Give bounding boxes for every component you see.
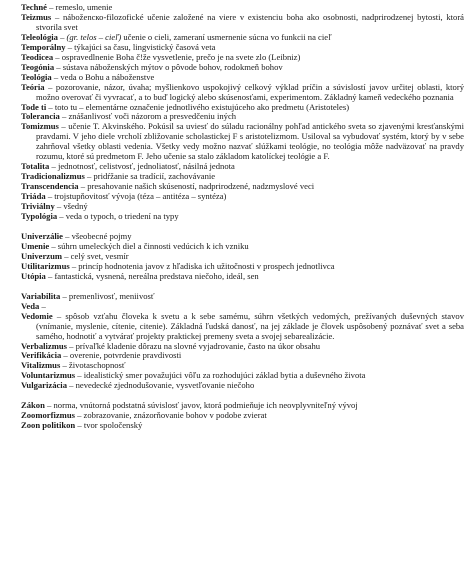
entry-term: Umenie <box>21 240 50 251</box>
glossary-section-t <box>21 3 464 222</box>
entry-definition: – fantastická, vysnená, nereálna predstava niečoho, ideál, sen <box>45 270 259 281</box>
entry-term: Teória <box>21 81 45 92</box>
entry-term: Zoomorfizmus <box>21 410 75 421</box>
entry-definition: – nevedecké zjednodušovanie, vysvetľovanie niečoho <box>67 380 255 391</box>
glossary-section-v <box>21 292 464 392</box>
entry-term: Teizmus <box>21 11 52 22</box>
entry-term: Vedomie <box>21 310 53 321</box>
entry-definition: – náboženско-filozofické učenie založené na viere v existenciu boha ako osobnosti, nadprirodzenej bytosti, ktorá stvorila svet <box>36 11 464 32</box>
entry-definition: – prívaľké kladenie dôrazu na slovné vyjadrovanie, často na úkor obsahu <box>67 340 321 351</box>
glossary-entry <box>21 212 464 222</box>
entry-term: Voluntarizmus <box>21 370 76 381</box>
glossary-entry <box>21 421 464 431</box>
entry-term: Tode ti <box>21 101 47 112</box>
entry-term: Variabilita <box>21 290 61 301</box>
entry-term: Utópia <box>21 270 46 281</box>
entry-term: Tolerancia <box>21 111 60 122</box>
glossary-entry <box>21 312 464 342</box>
entry-definition: – trojstupňovitosť vývoja (téza – antitéza – syntéza) <box>45 191 227 202</box>
entry-term: Vitalizmus <box>21 360 61 371</box>
entry-term: Univerzum <box>21 250 63 261</box>
entry-term: Typológia <box>21 211 58 222</box>
entry-definition: – životaschopnosť <box>60 360 126 371</box>
entry-definition: – veda o typoch, o triedení na typy <box>57 211 179 222</box>
entry-definition: – jednotnosť, celistvosť, jednoliatosť, násilná jednota <box>49 161 235 172</box>
entry-definition: – overenie, potvrdenie pravdivosti <box>61 350 182 361</box>
entry-term: Teológia <box>21 71 52 82</box>
entry-term: Temporálny <box>21 41 66 52</box>
entry-term: Veda <box>21 300 40 311</box>
entry-term: Zoon politikon <box>21 420 76 431</box>
glossary-entry <box>21 122 464 162</box>
entry-definition: – spôsob vzťahu človeka k svetu a k sebe samému, súhrn všetkých vedomých, prežívaných duševných stavov (vnímanie, myslenie, cítenie, citenie). Základná ľudská danosť, na jej základe je človek uspôsobený poznávať svet a seba samého, hodnotiť a vytvárať projekty praktickej premeny sveta a svojej sebarealizácie. <box>36 310 464 341</box>
entry-definition: – zobrazovanie, znázorňovanie bohov v podobe zvierat <box>74 410 267 421</box>
entry-definition: – premenlivosť, meniivosť <box>60 290 155 301</box>
entry-definition: – pozorovanie, názor, úvaha; myšlienkovo uspokojivý celkový výklad príčin a súvislostí javov určitej oblasti, ktorý možno overovať či vyvracať, a to buď logický alebo skúsenosťami, experimentom. Základný kameň vedeckého poznania <box>36 81 464 102</box>
entry-definition: – pridŕžanie sa tradícií, zachovávanie <box>84 171 216 182</box>
entry-term: Vulgarizácia <box>21 380 67 391</box>
entry-term: Teogónia <box>21 61 55 72</box>
entry-term: Utilitarizmus <box>21 260 70 271</box>
entry-term: Transcendencia <box>21 181 79 192</box>
entry-definition: – všedný <box>54 201 88 212</box>
entry-definition: – toto tu – elementárne označenie jednotlivého existujúceho ako predmetu (Aristoteles) <box>46 101 350 112</box>
entry-definition: – idealistický smer považujúci vôľu za rozhodujúci základ bytia a duševného života <box>75 370 366 381</box>
entry-term: Verbalizmus <box>21 340 67 351</box>
entry-definition: – veda o Bohu a náboženstve <box>51 71 155 82</box>
glossary-section-z <box>21 401 464 431</box>
entry-term: Techné <box>21 2 47 12</box>
glossary-entry <box>21 83 464 103</box>
entry-definition: – presahovanie našich skúseností, nadprirodzené, nadzmyslové veci <box>78 181 315 192</box>
entry-definition: – sústava náboženských mýtov o pôvode bohov, rodokmeň bohov <box>54 61 283 72</box>
glossary-entry <box>21 272 464 282</box>
glossary-section-u <box>21 232 464 282</box>
entry-definition: – norma, vnútorná podstatná súvislosť javov, ktorá podmieňuje ich neovplyvniteľný vývoj <box>44 400 358 411</box>
entry-term: Triáda <box>21 191 46 202</box>
entry-definition: – súhrn umeleckých diel a činnosti vedúcich k ich vzniku <box>49 240 249 251</box>
glossary-entry <box>21 381 464 391</box>
entry-definition: – všeobecné pojmy <box>63 230 132 241</box>
entry-term: Teodicea <box>21 51 54 62</box>
entry-term: Univerzálie <box>21 230 63 241</box>
glossary-entry <box>21 292 464 302</box>
entry-term: Teleológia <box>21 31 58 42</box>
entry-definition: – remeslo, umenie <box>46 2 113 12</box>
entry-term: Triviálny <box>21 201 55 212</box>
entry-term: Tomizmus <box>21 121 59 132</box>
entry-definition: – učenie T. Akvinského. Pokúsil sa uviesť do súladu racionálny pohľad antického sveta so zjavenými kresťanskými pravdami. V jeho diele vrcholí zbližovanie scholastickej F s aristotelizmom. Usiloval sa vybudovať systém, ktorý by v sebe zahrňoval všetky oblasti vedenia. Všetky vedy možno nazvať slúžkami teológie, no teológia môže nadväzovať na pravdy rozumu, ktoré sú predmetom F. Jeho učenie sa stalo základom katolíckej teológie a F. <box>36 121 464 162</box>
entry-definition-rest: učenie o cieli, zameraní usmernenie súcna vo funkcii na cieľ <box>121 31 332 42</box>
entry-etymology: (gr. telos – cieľ) <box>66 31 122 42</box>
entry-definition: – týkajúci sa času, lingvistický časová veta <box>65 41 216 52</box>
glossary-entry <box>21 13 464 33</box>
entry-definition: – <box>39 300 46 311</box>
entry-term: Totalita <box>21 161 50 172</box>
entry-definition: – <box>57 31 67 42</box>
entry-definition: – tvor spoločenský <box>75 420 143 431</box>
entry-term: Verifikácia <box>21 350 62 361</box>
entry-term: Tradicionalizmus <box>21 171 85 182</box>
entry-definition: – ospravedlnenie Boha č!že vysvetlenie, prečo je na svete zlo (Leibniz) <box>53 51 301 62</box>
entry-definition: – princíp hodnotenia javov z hľadiska ich užitočnosti v prospech jednotlivca <box>69 260 335 271</box>
entry-definition: – celý svet, vesmír <box>62 250 129 261</box>
entry-term: Zákon <box>21 400 45 411</box>
entry-definition: – znášanlivosť voči názorom a presvedčeniu iných <box>59 111 237 122</box>
